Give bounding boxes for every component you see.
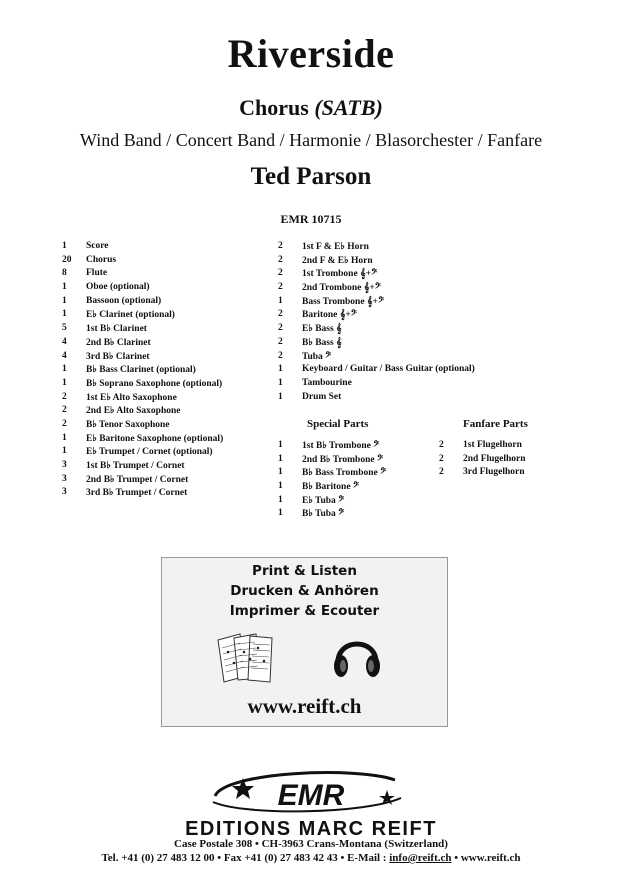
part-name: 2nd Flugelhorn (463, 453, 526, 464)
part-name: Oboe (optional) (86, 282, 150, 293)
part-quantity: 2 (278, 309, 283, 320)
part-quantity: 1 (278, 494, 283, 505)
part-quantity: 1 (62, 364, 67, 375)
part-quantity: 2 (62, 418, 67, 429)
part-quantity: 4 (62, 336, 67, 347)
part-name: Keyboard / Guitar / Bass Guitar (optional) (302, 364, 475, 375)
part-quantity: 1 (62, 377, 67, 388)
part-quantity: 1 (62, 295, 67, 306)
part-name: 1st B♭ Clarinet (86, 324, 147, 335)
emr-logo (205, 768, 417, 818)
part-quantity: 8 (62, 268, 67, 279)
part-name: B♭ Bass 𝄞 (302, 337, 342, 348)
part-quantity: 5 (62, 323, 67, 334)
part-quantity: 3 (62, 460, 67, 470)
part-name: 3rd B♭ Trumpet / Cornet (86, 488, 188, 499)
part-name: 2nd F & E♭ Horn (302, 255, 373, 266)
catalog-number: EMR 10715 (280, 212, 342, 226)
part-name: 1st B♭ Trumpet / Cornet (86, 461, 185, 471)
part-quantity: 2 (62, 391, 67, 402)
part-quantity: 1 (62, 241, 67, 251)
part-name: Baritone 𝄞+𝄢 (302, 310, 357, 321)
part-quantity: 2 (439, 453, 444, 464)
part-quantity: 3 (62, 473, 67, 484)
part-name: E♭ Bass 𝄞 (302, 324, 342, 335)
publisher-contact (0, 852, 622, 864)
part-name: Bass Trombone 𝄞+𝄢 (302, 296, 385, 307)
part-name: 1st Flugelhorn (463, 440, 522, 450)
subtitle (0, 95, 622, 121)
part-name: 2nd E♭ Alto Saxophone (86, 406, 181, 417)
publisher-address: Case Postale 308 • CH-3963 Crans-Montana (Switzerland) (174, 838, 448, 850)
part-name: 1st E♭ Alto Saxophone (86, 392, 177, 403)
part-name: Flute (86, 268, 108, 279)
part-name: Score (86, 241, 109, 251)
part-quantity: 1 (278, 364, 283, 375)
part-name: 1st B♭ Trombone 𝄢 (302, 441, 380, 451)
part-name: 2nd B♭ Trombone 𝄢 (302, 454, 384, 465)
contact-website: • www.reift.ch (451, 852, 521, 864)
part-quantity: 2 (439, 467, 444, 478)
part-quantity: 4 (62, 350, 67, 361)
part-name: B♭ Baritone 𝄢 (302, 482, 360, 493)
part-name: E♭ Baritone Saxophone (optional) (86, 433, 224, 444)
part-quantity: 1 (278, 453, 283, 464)
part-quantity: 2 (278, 254, 283, 265)
logo-text: EMR (277, 779, 345, 812)
part-name: B♭ Bass Clarinet (optional) (86, 365, 196, 376)
headphones-icon (330, 628, 384, 684)
part-quantity: 1 (62, 432, 67, 443)
part-quantity: 2 (278, 268, 283, 279)
part-name: 3rd B♭ Clarinet (86, 351, 150, 362)
part-name: 1st Trombone 𝄞+𝄢 (302, 269, 378, 280)
part-name: E♭ Clarinet (optional) (86, 310, 175, 321)
part-name: E♭ Trumpet / Cornet (optional) (86, 447, 213, 458)
part-name: Tuba 𝄢 (302, 351, 332, 362)
score-title: Riverside (227, 31, 395, 76)
promo-line-german: Drucken & Anhören (230, 583, 379, 599)
part-quantity: 2 (278, 241, 283, 251)
promo-line-english: Print & Listen (252, 563, 357, 579)
part-name: E♭ Tuba 𝄢 (302, 495, 345, 506)
part-quantity: 2 (278, 323, 283, 334)
part-name: B♭ Tuba 𝄢 (302, 509, 345, 520)
part-quantity: 2 (278, 336, 283, 347)
part-quantity: 1 (278, 481, 283, 492)
part-name: Drum Set (302, 391, 342, 402)
part-name: 2nd B♭ Trumpet / Cornet (86, 474, 189, 485)
part-quantity: 2 (278, 282, 283, 293)
part-quantity: 1 (62, 309, 67, 320)
part-quantity: 1 (278, 467, 283, 478)
part-name: 1st F & E♭ Horn (302, 242, 369, 252)
part-name: B♭ Bass Trombone 𝄢 (302, 468, 387, 479)
composer-name: Ted Parson (250, 163, 372, 190)
part-name: B♭ Tenor Saxophone (86, 419, 170, 430)
special-parts-heading: Special Parts (307, 418, 369, 430)
part-name: Bassoon (optional) (86, 295, 162, 306)
part-name: 3rd Flugelhorn (463, 467, 525, 478)
print-listen-box[interactable] (161, 557, 448, 727)
promo-line-french: Imprimer & Ecouter (229, 603, 380, 619)
part-quantity: 2 (62, 405, 67, 416)
part-name: 2nd B♭ Clarinet (86, 337, 151, 348)
part-name: Chorus (86, 254, 117, 265)
part-name: Tambourine (302, 377, 352, 388)
part-quantity: 1 (278, 440, 283, 450)
part-quantity: 20 (62, 254, 72, 265)
part-quantity: 1 (278, 295, 283, 306)
part-quantity: 1 (278, 508, 283, 519)
promo-url-link[interactable]: www.reift.ch (247, 694, 362, 718)
ensemble-list: Wind Band / Concert Band / Harmonie / Blasorchester / Fanfare (79, 130, 543, 150)
part-quantity: 1 (278, 377, 283, 388)
part-quantity: 1 (62, 446, 67, 457)
publisher-name: EDITIONS MARC REIFT (185, 818, 437, 840)
part-quantity: 2 (278, 350, 283, 361)
part-quantity: 1 (62, 282, 67, 293)
part-name: 2nd Trombone 𝄞+𝄢 (302, 283, 381, 294)
part-quantity: 2 (439, 440, 444, 450)
fanfare-parts-heading: Fanfare Parts (463, 418, 528, 430)
contact-phone-fax: Tel. +41 (0) 27 483 12 00 • Fax +41 (0) 27 483 42 43 • E-Mail : (101, 852, 390, 864)
email-link[interactable]: info@reift.ch (389, 852, 452, 864)
part-quantity: 3 (62, 487, 67, 498)
subtitle-voicing: (SATB) (314, 95, 383, 120)
part-name: B♭ Soprano Saxophone (optional) (86, 378, 223, 389)
sheet-music-icon (212, 630, 282, 686)
subtitle-main: Chorus (239, 95, 315, 120)
part-quantity: 1 (278, 391, 283, 402)
